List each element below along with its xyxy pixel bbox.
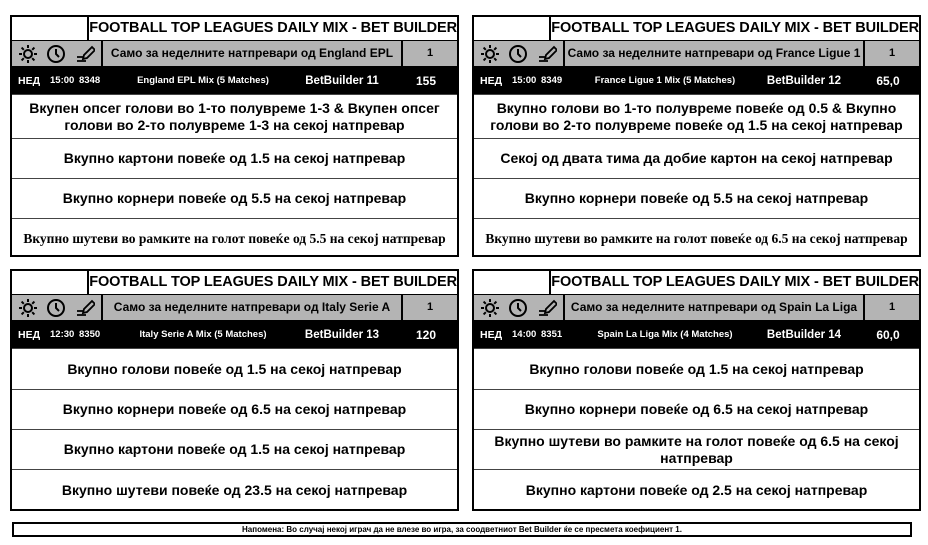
info-odd: 1	[426, 301, 434, 313]
bet-builder-label: BetBuilder 11	[305, 74, 379, 87]
clock-icon	[46, 298, 66, 318]
bet-builder-card-serie-a	[10, 269, 459, 511]
event-code: 8349	[541, 75, 563, 86]
event-time: 12:30	[50, 329, 75, 340]
card-info-row	[12, 295, 457, 321]
event-name: France Ligue 1 Mix (5 Matches)	[594, 75, 736, 86]
bet-builder-card-la-liga	[472, 269, 921, 511]
info-odd: 1	[426, 47, 434, 59]
event-code: 8351	[541, 329, 563, 340]
selection-item: Вкупно голови во 1-то полувреме повеќе од 0.5 & Вкупно голови во 2-то полувреме повеќе од 1.5 на секој натпревар	[474, 94, 919, 138]
event-row[interactable]	[12, 67, 457, 94]
event-row[interactable]	[474, 321, 919, 348]
card-subtitle: Само за неделните натпревари од Spain La Liga	[565, 295, 865, 320]
event-time: 14:00	[512, 329, 537, 340]
info-odd: 1	[888, 301, 896, 313]
selection-item: Вкупно картони повеќе од 1.5 на секој натпревар	[12, 138, 457, 178]
card-title: FOOTBALL TOP LEAGUES DAILY MIX - BET BUILDER	[551, 20, 919, 36]
selection-item: Вкупно корнери повеќе од 6.5 на секој натпревар	[12, 389, 457, 429]
selection-item: Вкупно корнери повеќе од 5.5 на секој натпревар	[474, 178, 919, 218]
footer-note: Напомена: Во случај некој играч да не влезе во игра, за соодветниот Bet Builder ќе се пресмета коефициент 1.	[12, 522, 912, 537]
gear-icon	[480, 44, 500, 64]
event-name: Spain La Liga Mix (4 Matches)	[597, 329, 733, 340]
edit-note-icon	[75, 298, 95, 318]
bet-builder-label: BetBuilder 13	[304, 328, 380, 341]
bet-builder-card-epl	[10, 15, 459, 257]
clock-icon	[508, 44, 528, 64]
event-odd[interactable]: 65,0	[876, 73, 900, 88]
event-code: 8348	[79, 75, 101, 86]
event-row[interactable]	[12, 321, 457, 348]
edit-note-icon	[537, 44, 557, 64]
card-title-row	[12, 271, 457, 295]
selection-item: Вкупно шутеви повеќе од 23.5 на секој натпревар	[12, 469, 457, 511]
event-code: 8350	[79, 329, 101, 340]
card-subtitle: Само за неделните натпревари од France Ligue 1	[565, 41, 865, 66]
edit-note-icon	[75, 44, 95, 64]
selection-item: Вкупен опсег голови во 1-то полувреме 1-3 & Вкупен опсег голови во 2-то полувреме 1-3 на секој натпревар	[12, 94, 457, 138]
selection-item: Вкупно голови повеќе од 1.5 на секој натпревар	[12, 348, 457, 389]
bet-builder-card-ligue1	[472, 15, 921, 257]
card-title-row	[474, 17, 919, 41]
selection-item: Вкупно шутеви во рамките на голот повеќе од 5.5 на секој натпревар	[12, 218, 457, 257]
gear-icon	[18, 298, 38, 318]
edit-note-icon	[537, 298, 557, 318]
event-odd[interactable]: 120	[415, 327, 437, 342]
event-odd[interactable]: 60,0	[876, 327, 900, 342]
event-time: 15:00	[50, 75, 75, 86]
card-info-row	[12, 41, 457, 67]
selection-item: Вкупно корнери повеќе од 5.5 на секој натпревар	[12, 178, 457, 218]
card-title: FOOTBALL TOP LEAGUES DAILY MIX - BET BUILDER	[89, 20, 457, 36]
card-title-row	[474, 271, 919, 295]
info-odd: 1	[888, 47, 896, 59]
selection-item: Вкупно корнери повеќе од 6.5 на секој натпревар	[474, 389, 919, 429]
card-subtitle: Само за неделните натпревари од England EPL	[103, 41, 403, 66]
selection-item: Вкупно картони повеќе од 2.5 на секој натпревар	[474, 469, 919, 511]
event-name: Italy Serie A Mix (5 Matches)	[139, 329, 267, 340]
card-subtitle: Само за неделните натпревари од Italy Serie A	[103, 295, 403, 320]
event-odd[interactable]: 155	[415, 73, 437, 88]
bet-builder-label: BetBuilder 14	[766, 328, 842, 341]
event-day: НЕД	[18, 328, 41, 341]
clock-icon	[46, 44, 66, 64]
event-day: НЕД	[18, 74, 41, 87]
bet-builder-label: BetBuilder 12	[766, 74, 842, 87]
card-info-row	[474, 295, 919, 321]
gear-icon	[18, 44, 38, 64]
clock-icon	[508, 298, 528, 318]
gear-icon	[480, 298, 500, 318]
event-day: НЕД	[480, 74, 503, 87]
card-title: FOOTBALL TOP LEAGUES DAILY MIX - BET BUILDER	[551, 274, 919, 290]
card-title: FOOTBALL TOP LEAGUES DAILY MIX - BET BUILDER	[89, 274, 457, 290]
event-row[interactable]	[474, 67, 919, 94]
selection-item: Вкупно шутеви во рамките на голот повеќе од 6.5 на секој натпревар	[474, 429, 919, 469]
selection-item: Вкупно шутеви во рамките на голот повеќе од 6.5 на секој натпревар	[474, 218, 919, 257]
selection-item: Вкупно голови повеќе од 1.5 на секој натпревар	[474, 348, 919, 389]
selection-item: Вкупно картони повеќе од 1.5 на секој натпревар	[12, 429, 457, 469]
event-time: 15:00	[512, 75, 537, 86]
event-name: England EPL Mix (5 Matches)	[137, 75, 269, 86]
card-info-row	[474, 41, 919, 67]
selection-item: Секој од двата тима да добие картон на секој натпревар	[474, 138, 919, 178]
card-title-row	[12, 17, 457, 41]
event-day: НЕД	[480, 328, 503, 341]
